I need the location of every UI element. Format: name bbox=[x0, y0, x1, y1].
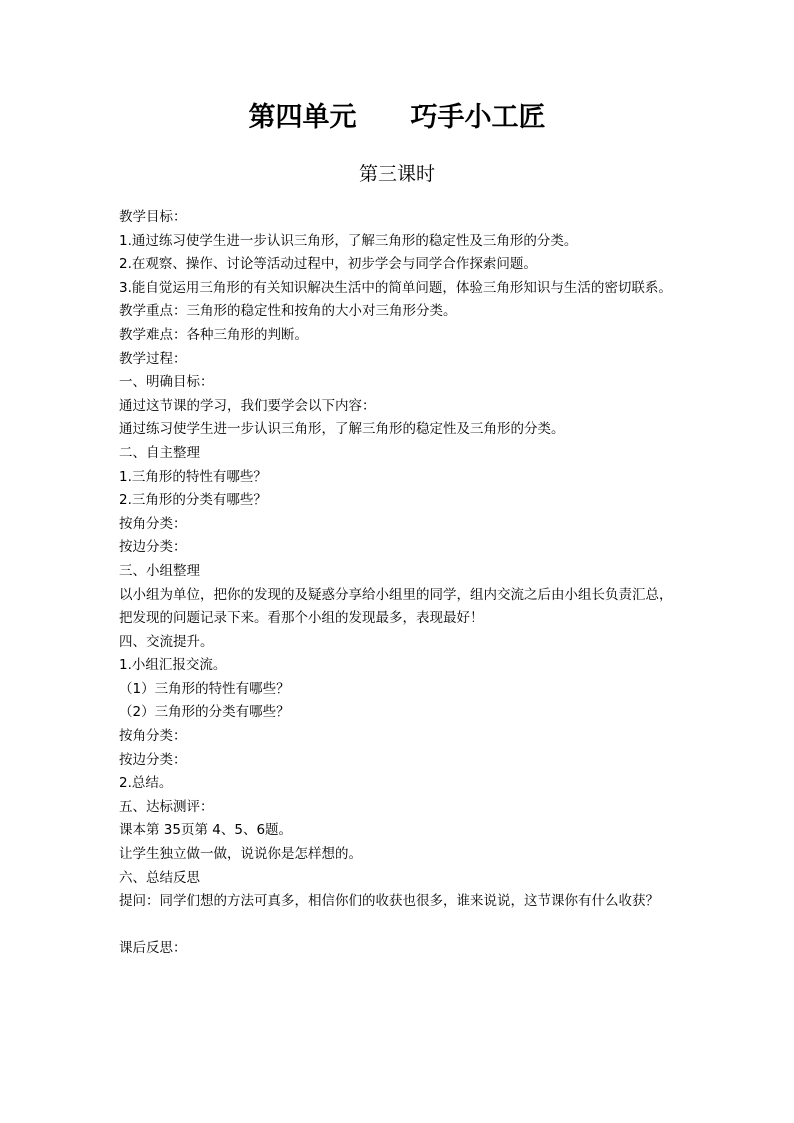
text-line: 按边分类： bbox=[119, 539, 187, 556]
document-title bbox=[0, 98, 794, 138]
text-line: （2）三角形的分类有哪些？ bbox=[119, 704, 290, 721]
text-line: 2.总结。 bbox=[119, 775, 173, 792]
text-line: 1.通过练习使学生进一步认识三角形，了解三角形的稳定性及三角形的分类。 bbox=[119, 232, 578, 249]
text-line: 2.在观察、操作、讨论等活动过程中，初步学会与同学合作探索问题。 bbox=[119, 256, 537, 273]
text-line: 提问：同学们想的方法可真多，相信你们的收获也很多，谁来说说，这节课你有什么收获？ bbox=[119, 893, 659, 910]
text-line: 二、自主整理 bbox=[119, 444, 200, 461]
text-line: 五、达标测评： bbox=[119, 798, 214, 815]
text-line: 教学目标： bbox=[119, 209, 187, 225]
text-line: 1.小组汇报交流。 bbox=[119, 657, 227, 674]
text-line: 教学过程： bbox=[119, 350, 187, 367]
blank-line bbox=[119, 914, 699, 938]
text-line: 通过练习使学生进一步认识三角形，了解三角形的稳定性及三角形的分类。 bbox=[119, 421, 565, 438]
text-line: 六、总结反思 bbox=[119, 869, 200, 886]
text-line: 3.能自觉运用三角形的有关知识解决生活中的简单问题，体验三角形知识与生活的密切联系。 bbox=[119, 279, 672, 296]
text-line: 按边分类： bbox=[119, 751, 187, 768]
text-line: 按角分类： bbox=[119, 515, 187, 532]
text-line: 三、小组整理 bbox=[119, 562, 200, 579]
text-line: 课后反思： bbox=[119, 940, 187, 957]
document-body bbox=[119, 206, 699, 961]
text-line: 一、明确目标： bbox=[119, 374, 214, 391]
unit-title: 第四单元 bbox=[248, 102, 357, 133]
text-line: 四、交流提升。 bbox=[119, 633, 214, 650]
unit-theme: 巧手小工匠 bbox=[410, 102, 546, 133]
text-line: （1）三角形的特性有哪些？ bbox=[119, 680, 290, 697]
text-line: 把发现的问题记录下来。看那个小组的发现最多，表现最好！ bbox=[119, 610, 484, 627]
text-line: 2.三角形的分类有哪些？ bbox=[119, 492, 267, 509]
text-line: 教学重点：三角形的稳定性和按角的大小对三角形分类。 bbox=[119, 303, 457, 320]
text-line: 以小组为单位，把你的发现的及疑惑分享给小组里的同学，组内交流之后由小组长负责汇总， bbox=[119, 586, 673, 603]
text-line: 1.三角形的特性有哪些？ bbox=[119, 468, 267, 485]
lesson-subtitle: 第三课时 bbox=[358, 163, 435, 185]
text-line: 课本第 35页第 4、5、6题。 bbox=[119, 822, 293, 839]
text-line: 按角分类： bbox=[119, 728, 187, 745]
text-line: 教学难点：各种三角形的判断。 bbox=[119, 326, 308, 343]
text-line: 通过这节课的学习，我们要学会以下内容： bbox=[119, 397, 376, 414]
text-line: 让学生独立做一做，说说你是怎样想的。 bbox=[119, 846, 362, 863]
